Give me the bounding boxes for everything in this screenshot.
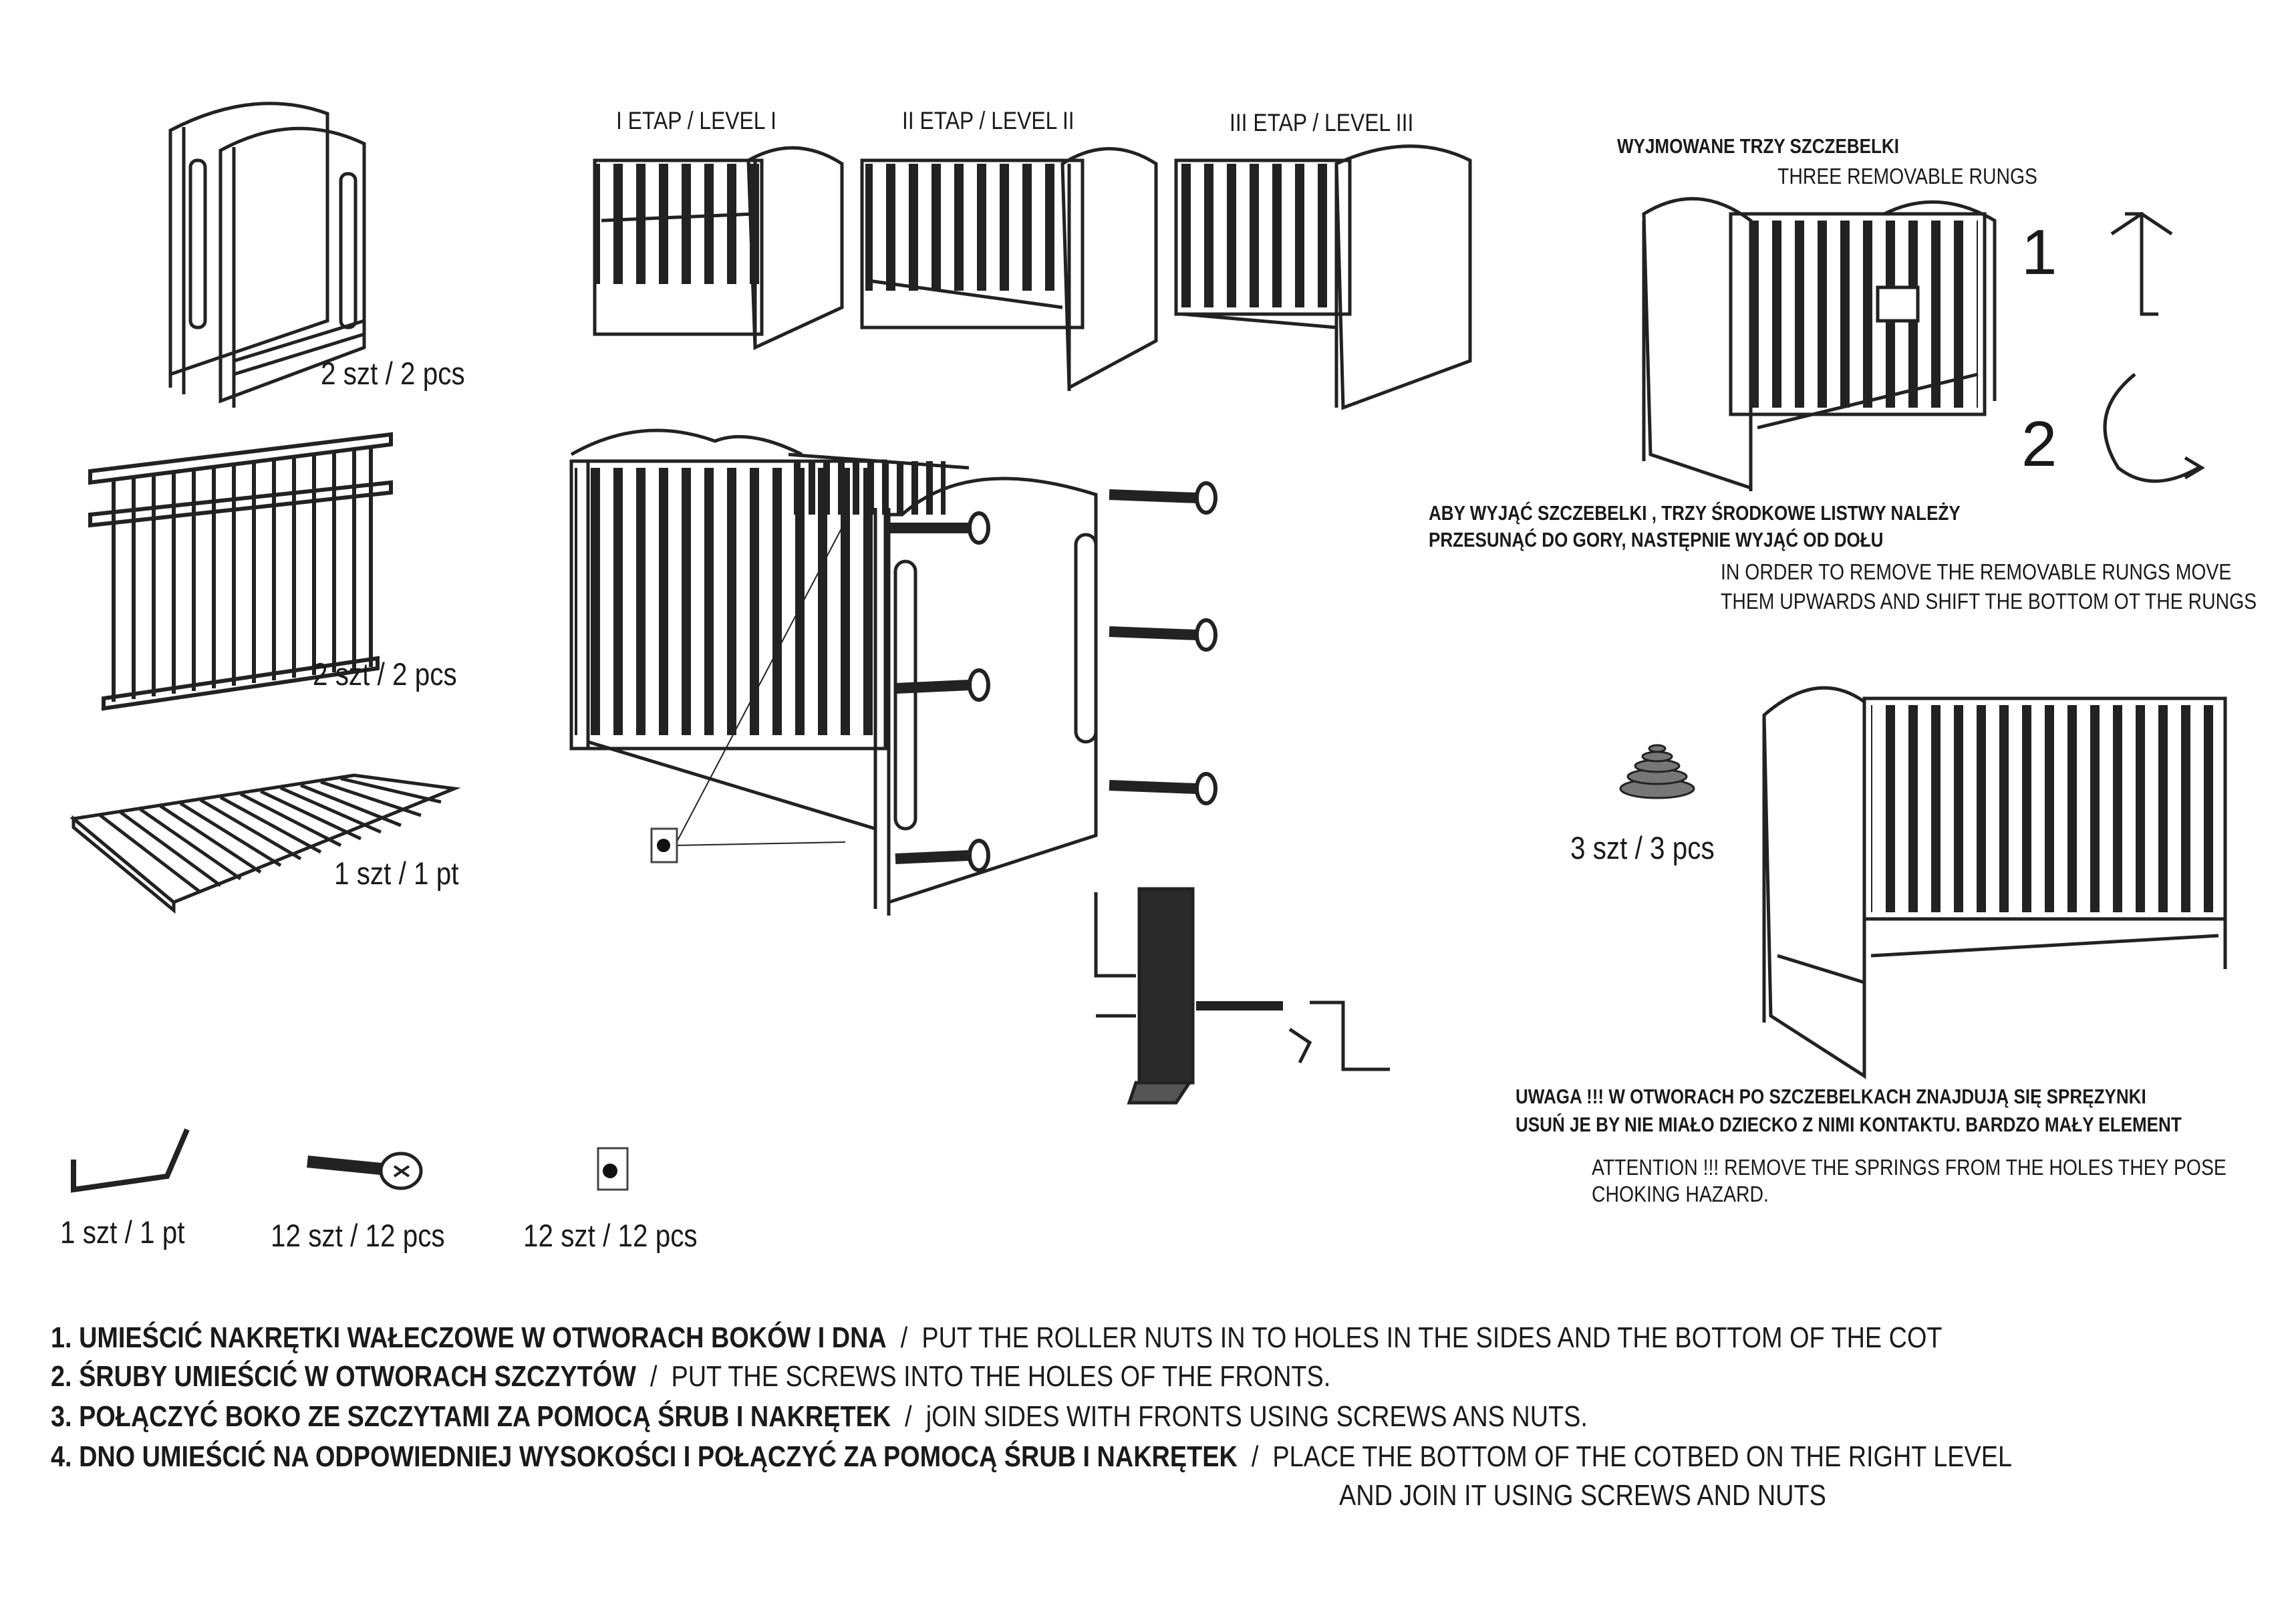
step-4-en-cont: AND JOIN IT USING SCREWS AND NUTS xyxy=(1339,1479,1826,1512)
screw-icon xyxy=(307,1154,421,1188)
step-1-sep: / xyxy=(886,1321,922,1354)
sides-qty: 2 szt / 2 pcs xyxy=(313,656,457,692)
warning-en-1: ATTENTION !!! REMOVE THE SPRINGS FROM THE HOLES THEY POSE xyxy=(1592,1155,2227,1180)
step-2-number: 2 xyxy=(2021,408,2057,480)
removable-instr-en-2: THEM UPWARDS AND SHIFT THE BOTTOM OT THE RUNGS xyxy=(1721,589,2257,614)
bottom-qty: 1 szt / 1 pt xyxy=(334,855,459,891)
step-1-number: 1 xyxy=(2021,217,2057,288)
nuts-qty: 12 szt / 12 pcs xyxy=(523,1218,698,1253)
step-1 xyxy=(51,1323,1943,1353)
removable-instr-en-1: IN ORDER TO REMOVE THE REMOVABLE RUNGS MOVE xyxy=(1721,559,2232,584)
warning-pl-1: UWAGA !!! W OTWORACH PO SZCZEBELKACH ZNAJDUJĄ SIĘ SPRĘZYNKI xyxy=(1516,1085,2146,1108)
step-4-sep: / xyxy=(1237,1440,1273,1473)
level-3-label: III ETAP / LEVEL III xyxy=(1230,109,1414,136)
level-1-label: I ETAP / LEVEL I xyxy=(616,107,776,134)
step-2-sep: / xyxy=(635,1360,672,1393)
crib-level-1 xyxy=(595,148,842,348)
removable-title-en: THREE REMOVABLE RUNGS xyxy=(1777,164,2037,188)
rotate-arrow-icon xyxy=(2105,374,2202,481)
step-2-pl: 2. ŚRUBY UMIEŚCIĆ W OTWORACH SZCZYTÓW xyxy=(51,1360,636,1393)
removable-instr-pl-2: PRZESUNĄĆ DO GORY, NASTĘPNIE WYJĄĆ OD DOŁU xyxy=(1429,528,1884,551)
step-4-pl: 4. DNO UMIEŚCIĆ NA ODPOWIEDNIEJ WYSOKOŚCI I POŁĄCZYĆ ZA POMOCĄ ŚRUB I NAKRĘTEK xyxy=(51,1440,1238,1473)
up-arrow-icon xyxy=(2112,214,2172,314)
step-2 xyxy=(51,1362,1330,1391)
step-3-pl: 3. POŁĄCZYĆ BOKO ZE SZCZYTAMI ZA POMOCĄ ŚRUB I NAKRĘTEK xyxy=(51,1400,891,1433)
allen-key-qty: 1 szt / 1 pt xyxy=(60,1214,185,1250)
crib-level-2 xyxy=(862,149,1156,392)
nut-icon xyxy=(598,1148,627,1190)
warning-en-2: CHOKING HAZARD. xyxy=(1592,1182,1769,1206)
warning-pl-2: USUŃ JE BY NIE MIAŁO DZIECKO Z NIMI KONTAKTU. BARDZO MAŁY ELEMENT xyxy=(1516,1113,2182,1136)
step-3-sep: / xyxy=(891,1400,926,1433)
level-2-label: II ETAP / LEVEL II xyxy=(902,107,1074,134)
removable-instr-pl-1: ABY WYJĄĆ SZCZEBELKI , TRZY ŚRODKOWE LISTWY NALEŻY xyxy=(1429,501,1961,525)
step-4-en: PLACE THE BOTTOM OF THE COTBED ON THE RIGHT LEVEL xyxy=(1272,1440,2013,1473)
step-1-pl: 1. UMIEŚCIĆ NAKRĘTKI WAŁECZOWE W OTWORACH BOKÓW I DNA xyxy=(51,1321,887,1354)
step-2-en: PUT THE SCREWS INTO THE HOLES OF THE FRONTS. xyxy=(671,1360,1331,1393)
spring-warning-crib xyxy=(1764,688,2225,1076)
removable-title-pl: WYJMOWANE TRZY SZCZEBELKI xyxy=(1617,134,1899,158)
fronts-qty: 2 szt / 2 pcs xyxy=(321,356,465,391)
screws-qty: 12 szt / 12 pcs xyxy=(271,1218,445,1253)
allen-key-icon xyxy=(74,1129,187,1190)
step-4 xyxy=(51,1442,2012,1472)
screw-detail-illustration xyxy=(1096,889,1390,1103)
step-1-en: PUT THE ROLLER NUTS IN TO HOLES IN THE SIDES AND THE BOTTOM OF THE COT xyxy=(921,1321,1943,1354)
removable-rungs-crib xyxy=(1644,198,1995,491)
springs-qty: 3 szt / 3 pcs xyxy=(1570,830,1715,865)
crib-level-3 xyxy=(1176,146,1470,408)
spring-icon xyxy=(1620,745,1694,798)
step-3 xyxy=(51,1402,1588,1432)
step-3-en: jOIN SIDES WITH FRONTS USING SCREWS ANS NUTS. xyxy=(925,1400,1588,1433)
